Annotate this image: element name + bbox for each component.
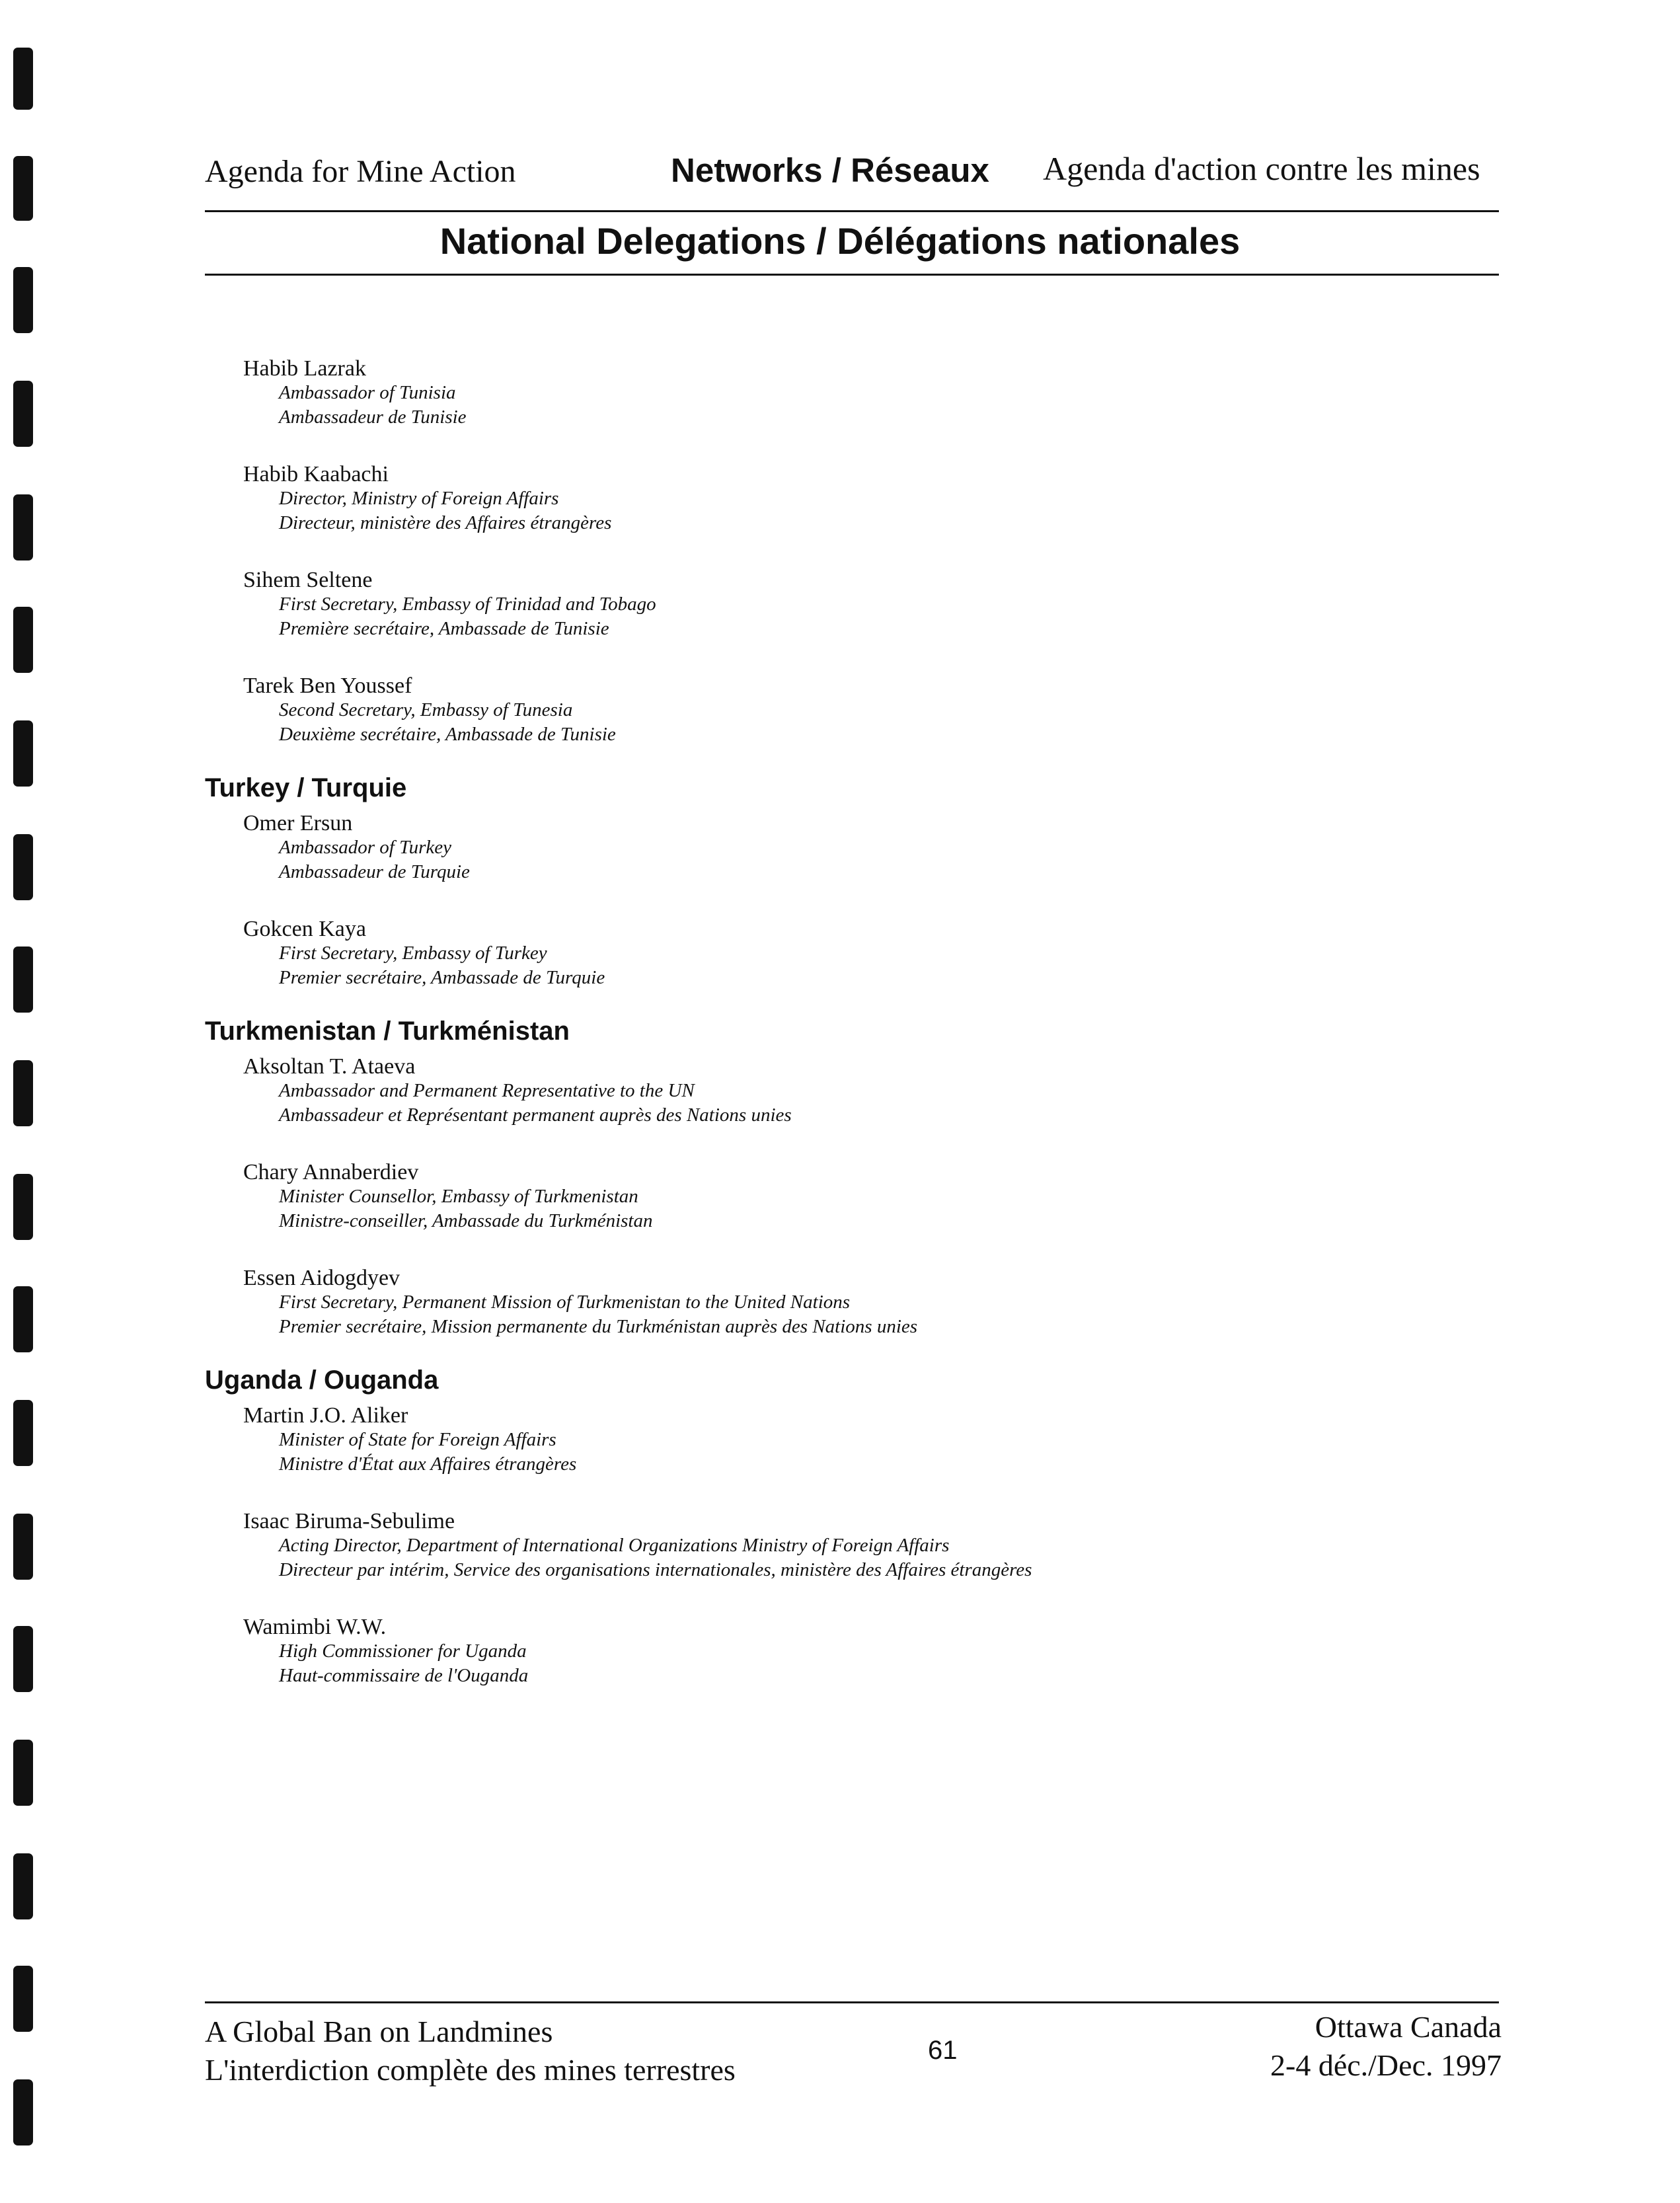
delegate-role-fr: Ambassadeur de Tunisie bbox=[279, 406, 467, 428]
binding-mark bbox=[13, 834, 33, 900]
delegate-role-fr: Première secrétaire, Ambassade de Tunisie bbox=[279, 618, 609, 639]
binding-mark bbox=[13, 1514, 33, 1580]
delegate-name: Gokcen Kaya bbox=[243, 917, 366, 941]
delegate-entry bbox=[243, 1055, 1527, 1128]
delegate-role-fr: Premier secrétaire, Mission permanente du Turkménistan auprès des Nations unies bbox=[279, 1316, 918, 1337]
binding-mark bbox=[13, 156, 33, 221]
delegate-name: Chary Annaberdiev bbox=[243, 1160, 419, 1184]
delegate-role-fr: Directeur par intérim, Service des organisations internationales, ministère des Affaires étrangères bbox=[279, 1559, 1032, 1580]
delegate-role-en: Minister of State for Foreign Affairs bbox=[279, 1429, 556, 1450]
binding-mark bbox=[13, 267, 33, 333]
binding-mark bbox=[13, 1286, 33, 1352]
binding-mark bbox=[13, 48, 33, 110]
delegate-role-fr: Ambassadeur de Turquie bbox=[279, 861, 470, 882]
page-number: 61 bbox=[928, 2036, 958, 2065]
delegate-entry bbox=[243, 812, 1527, 884]
delegate-role-en: Acting Director, Department of International Organizations Ministry of Foreign Affairs bbox=[279, 1535, 950, 1556]
footer-left-line1: A Global Ban on Landmines bbox=[205, 2015, 553, 2048]
delegate-name: Habib Lazrak bbox=[243, 356, 366, 381]
delegate-entry bbox=[243, 1161, 1527, 1233]
delegate-role-fr: Ambassadeur et Représentant permanent auprès des Nations unies bbox=[279, 1104, 792, 1126]
footer-right bbox=[1270, 2008, 1502, 2085]
delegate-role-en: Director, Ministry of Foreign Affairs bbox=[279, 488, 559, 509]
delegate-role-en: Ambassador and Permanent Representative to the UN bbox=[279, 1080, 695, 1101]
delegate-name: Aksoltan T. Ataeva bbox=[243, 1054, 416, 1079]
delegate-role-en: First Secretary, Embassy of Turkey bbox=[279, 943, 547, 964]
binding-mark bbox=[13, 381, 33, 447]
delegate-role-en: First Secretary, Permanent Mission of Turkmenistan to the United Nations bbox=[279, 1292, 851, 1313]
delegations-list bbox=[205, 357, 1527, 1721]
page-title: National Delegations / Délégations nationales bbox=[439, 220, 1241, 262]
delegate-role-en: High Commissioner for Uganda bbox=[279, 1641, 527, 1662]
footer-rule bbox=[205, 2001, 1499, 2003]
delegate-entry bbox=[243, 1404, 1527, 1477]
delegate-role-fr: Deuxième secrétaire, Ambassade de Tunisie bbox=[279, 724, 616, 745]
binding-mark bbox=[13, 720, 33, 787]
delegate-name: Essen Aidogdyev bbox=[243, 1266, 401, 1290]
binding-mark bbox=[13, 1174, 33, 1240]
footer-right-line1: Ottawa Canada bbox=[1315, 2010, 1502, 2044]
header-rule bbox=[205, 210, 1499, 212]
delegate-entry bbox=[243, 1266, 1527, 1339]
delegate-role-fr: Premier secrétaire, Ambassade de Turquie bbox=[279, 967, 605, 988]
header-right: Agenda d'action contre les mines bbox=[1043, 150, 1480, 187]
delegate-entry bbox=[243, 917, 1527, 990]
country-heading-turkey: Turkey / Turquie bbox=[205, 773, 407, 802]
delegate-role-en: Ambassador of Turkey bbox=[279, 837, 451, 858]
binding-mark bbox=[13, 1400, 33, 1466]
delegate-name: Sihem Seltene bbox=[243, 568, 373, 592]
delegate-name: Habib Kaabachi bbox=[243, 462, 389, 486]
header-left: Agenda for Mine Action bbox=[205, 154, 516, 189]
delegate-entry bbox=[243, 674, 1527, 747]
delegate-role-fr: Directeur, ministère des Affaires étrangères bbox=[279, 512, 612, 533]
delegate-name: Martin J.O. Aliker bbox=[243, 1403, 408, 1428]
delegate-role-en: Ambassador of Tunisia bbox=[279, 382, 456, 403]
delegate-entry bbox=[243, 568, 1527, 641]
binding-mark bbox=[13, 947, 33, 1013]
binding-mark bbox=[13, 494, 33, 560]
binding-mark bbox=[13, 1060, 33, 1126]
binding-mark bbox=[13, 2079, 33, 2145]
delegate-role-en: Minister Counsellor, Embassy of Turkmenistan bbox=[279, 1186, 638, 1207]
delegate-role-en: First Secretary, Embassy of Trinidad and Tobago bbox=[279, 594, 656, 615]
delegate-role-fr: Ministre-conseiller, Ambassade du Turkménistan bbox=[279, 1210, 653, 1231]
country-heading-uganda: Uganda / Ouganda bbox=[205, 1366, 439, 1395]
binding-mark bbox=[13, 607, 33, 673]
binding-mark bbox=[13, 1966, 33, 2032]
delegate-entry bbox=[243, 357, 1527, 430]
delegate-name: Wamimbi W.W. bbox=[243, 1615, 387, 1639]
delegate-name: Omer Ersun bbox=[243, 811, 353, 835]
delegate-name: Tarek Ben Youssef bbox=[243, 674, 412, 698]
delegate-name: Isaac Biruma-Sebulime bbox=[243, 1509, 455, 1533]
binding-mark bbox=[13, 1853, 33, 1919]
delegate-role-en: Second Secretary, Embassy of Tunesia bbox=[279, 699, 573, 720]
footer-left-line2: L'interdiction complète des mines terrestres bbox=[205, 2053, 736, 2087]
footer-left bbox=[205, 2013, 736, 2089]
binding-mark bbox=[13, 1626, 33, 1692]
delegate-entry bbox=[243, 1510, 1527, 1582]
delegate-entry bbox=[243, 463, 1527, 535]
delegate-entry bbox=[243, 1615, 1527, 1688]
binding-mark bbox=[13, 1740, 33, 1806]
country-heading-turkmenistan: Turkmenistan / Turkménistan bbox=[205, 1017, 570, 1046]
delegate-role-fr: Ministre d'État aux Affaires étrangères bbox=[279, 1453, 577, 1475]
title-rule bbox=[205, 274, 1499, 276]
delegate-role-fr: Haut-commissaire de l'Ouganda bbox=[279, 1665, 529, 1686]
footer-right-line2: 2-4 déc./Dec. 1997 bbox=[1270, 2048, 1502, 2082]
header-center: Networks / Réseaux bbox=[671, 151, 989, 189]
